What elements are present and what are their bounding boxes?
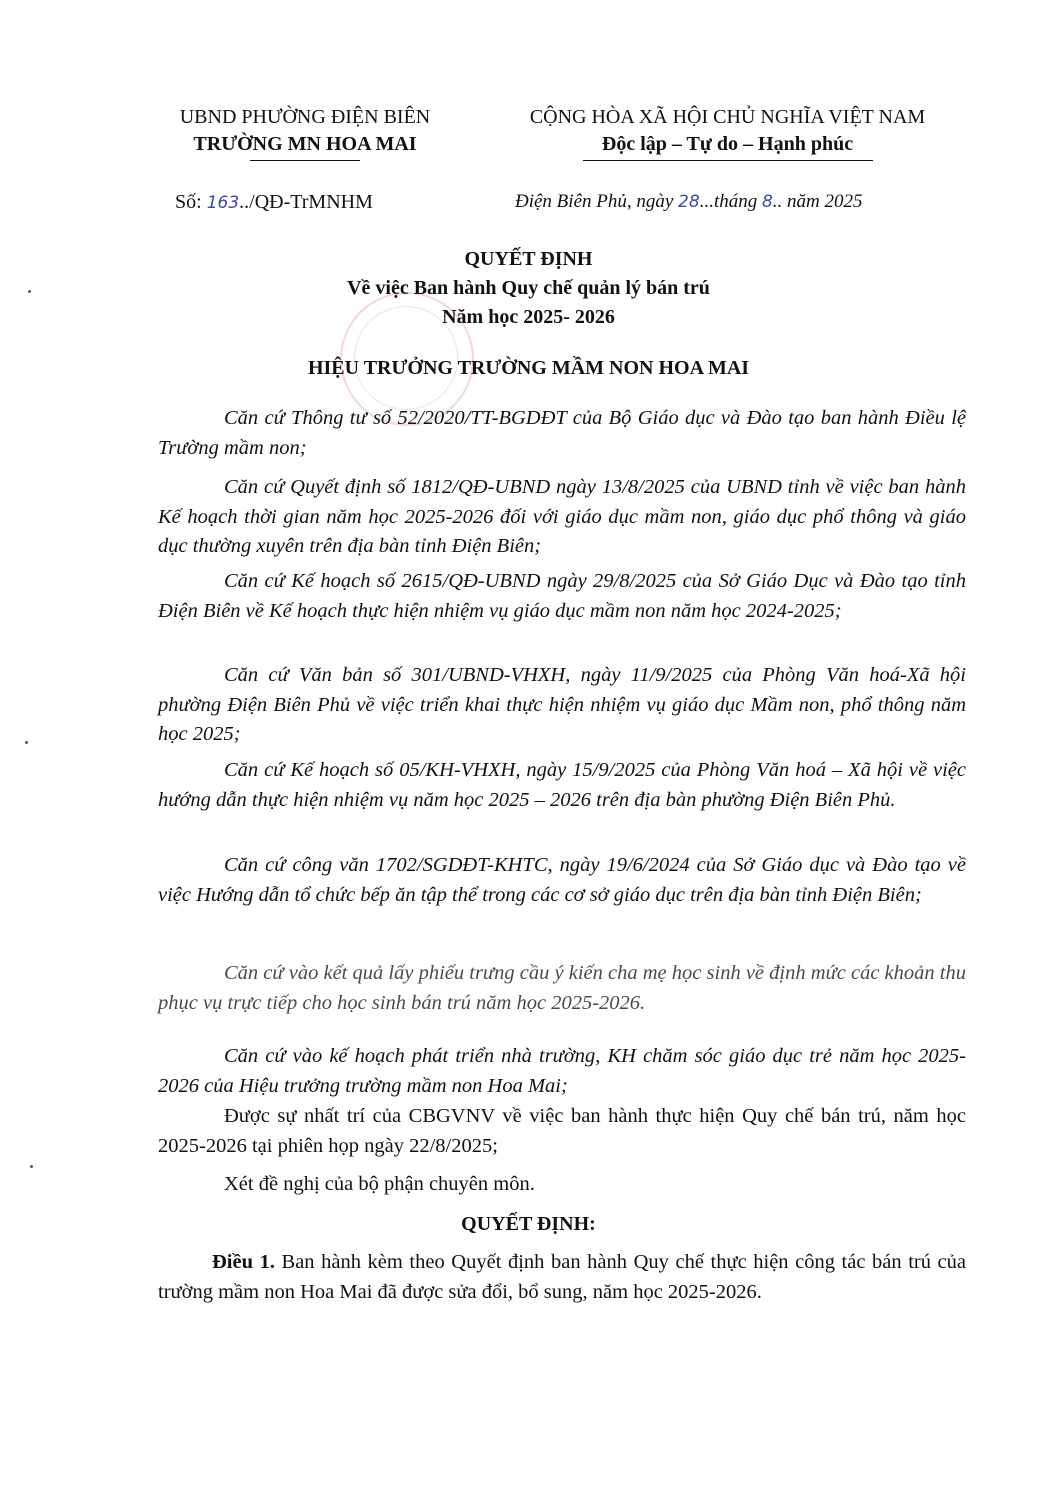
title-line-3: Năm học 2025- 2026 bbox=[442, 306, 615, 328]
staff-consent: Được sự nhất trí của CBGVNV về việc ban hành thực hiện Quy chế bán trú, năm học 2025-2026 tại phiên họp ngày 22/8/2025; bbox=[158, 1105, 966, 1157]
decision-title bbox=[0, 245, 1057, 332]
preamble-item: Căn cứ Kế hoạch số 2615/QĐ-UBND ngày 29/8/2025 của Sở Giáo Dục và Đào tạo tỉnh Điện Biên về Kế hoạch thực hiện nhiệm vụ giáo dục mầm non năm học 2024-2025; bbox=[158, 570, 966, 622]
preamble-item: Căn cứ Kế hoạch số 05/KH-VHXH, ngày 15/9/2025 của Phòng Văn hoá – Xã hội về việc hướng dẫn thực hiện nhiệm vụ năm học 2025 – 2026 trên địa bàn phường Điện Biên Phủ. bbox=[158, 759, 966, 811]
decision-heading: QUYẾT ĐỊNH: bbox=[461, 1213, 596, 1235]
doc-number-prefix: Số: bbox=[175, 191, 207, 213]
doc-number-handwritten: 163 bbox=[206, 193, 240, 213]
preamble-item: Căn cứ Quyết định số 1812/QĐ-UBND ngày 13/8/2025 của UBND tỉnh về việc ban hành Kế hoạch thời gian năm học 2025-2026 đối với giáo dục mầm non, giáo dục phổ thông và giáo dục thường xuyên trên địa bàn tỉnh Điện Biên; bbox=[158, 476, 966, 557]
motto-line: Độc lập – Tự do – Hạnh phúc bbox=[601, 133, 854, 155]
issuing-agency bbox=[150, 104, 460, 161]
date-month-handwritten: 8 bbox=[761, 192, 773, 212]
title-line-2: Về việc Ban hành Quy chế quản lý bán trú bbox=[347, 277, 710, 299]
agency-line-1: UBND PHƯỜNG ĐIỆN BIÊN bbox=[179, 106, 431, 128]
national-motto bbox=[505, 104, 950, 161]
country-name: CỘNG HÒA XÃ HỘI CHỦ NGHĨA VIỆT NAM bbox=[529, 106, 926, 128]
proposal-line: Xét đề nghị của bộ phận chuyên môn. bbox=[224, 1173, 535, 1195]
doc-number-suffix: ../QĐ-TrMNHM bbox=[239, 191, 373, 213]
date-part-3: .. năm 2025 bbox=[772, 191, 863, 212]
preamble-item: Căn cứ Thông tư số 52/2020/TT-BGDĐT của Bộ Giáo dục và Đào tạo ban hành Điều lệ Trường mầm non; bbox=[158, 407, 966, 459]
date-day-handwritten: 28 bbox=[678, 192, 700, 212]
scan-speck bbox=[28, 290, 31, 293]
preamble-item: Căn cứ vào kết quả lấy phiếu trưng cầu ý kiến cha mẹ học sinh về định mức các khoản thu phục vụ trực tiếp cho học sinh bán trú năm học 2025-2026. bbox=[158, 962, 966, 1014]
document-number bbox=[175, 191, 373, 214]
preamble-item: Căn cứ công văn 1702/SGDĐT-KHTC, ngày 19/6/2024 của Sở Giáo dục và Đào tạo về việc Hướng dẫn tổ chức bếp ăn tập thể trong các cơ sở giáo dục trên địa bàn tỉnh Điện Biên; bbox=[158, 854, 966, 906]
date-part-1: Điện Biên Phủ, ngày bbox=[515, 191, 679, 212]
agency-underline bbox=[250, 160, 360, 161]
title-line-1: QUYẾT ĐỊNH bbox=[464, 248, 593, 270]
scan-speck bbox=[30, 1165, 33, 1168]
article-1 bbox=[158, 1248, 966, 1307]
authority-heading: HIỆU TRƯỞNG TRƯỜNG MẦM NON HOA MAI bbox=[307, 357, 750, 379]
article-1-label: Điều 1. bbox=[212, 1251, 275, 1273]
motto-underline bbox=[583, 160, 873, 161]
date-part-2: ...tháng bbox=[699, 191, 762, 212]
issue-date bbox=[515, 191, 863, 213]
preamble-item: Căn cứ vào kế hoạch phát triển nhà trường, KH chăm sóc giáo dục trẻ năm học 2025- 2026 của Hiệu trưởng trường mầm non Hoa Mai; bbox=[158, 1045, 966, 1097]
article-1-text: Ban hành kèm theo Quyết định ban hành Quy chế thực hiện công tác bán trú của trường mầm non Hoa Mai đã được sửa đổi, bổ sung, năm học 2025-2026. bbox=[158, 1251, 966, 1303]
agency-line-2: TRƯỜNG MN HOA MAI bbox=[193, 133, 417, 155]
scan-speck bbox=[25, 741, 28, 744]
preamble-item: Căn cứ Văn bản số 301/UBND-VHXH, ngày 11/9/2025 của Phòng Văn hoá-Xã hội phường Điện Biên Phủ về việc triển khai thực hiện nhiệm vụ giáo dục Mầm non, phổ thông năm học 2025; bbox=[158, 664, 966, 745]
